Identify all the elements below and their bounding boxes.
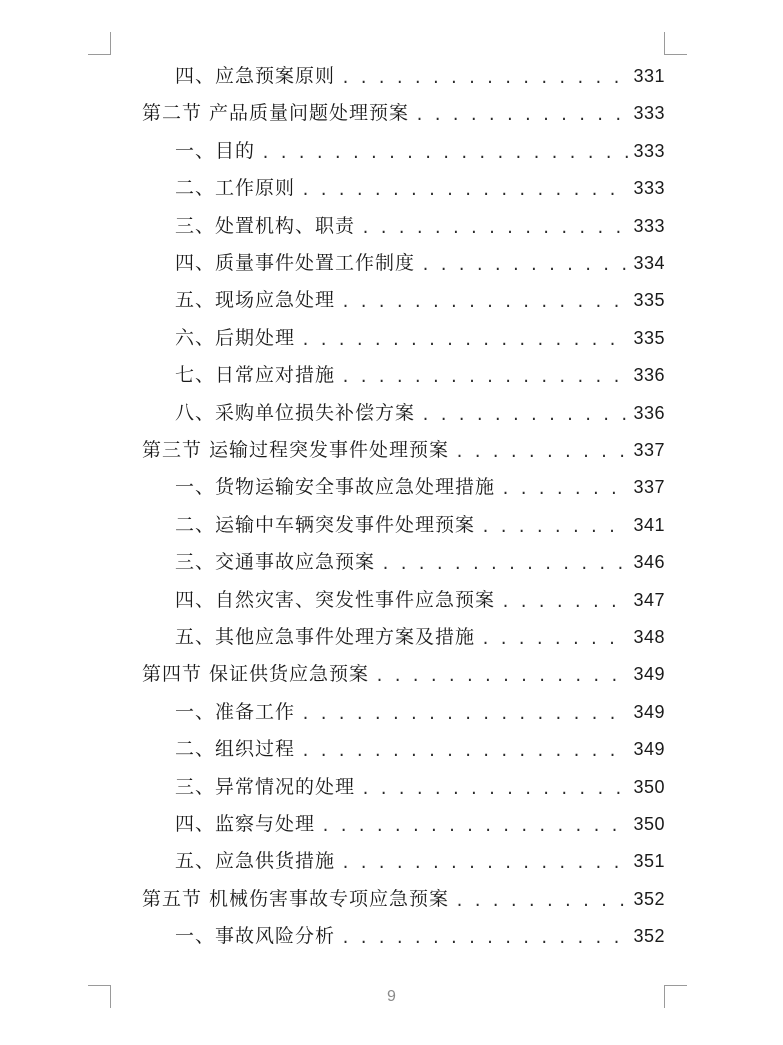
toc-item-entry[interactable] [175,170,665,207]
toc-dot-leader [421,397,629,434]
toc-entry-title: 第五节 机械伤害事故专项应急预案 [142,887,450,910]
toc-item-entry[interactable] [175,806,665,843]
toc-dot-leader [361,771,629,808]
toc-item-entry[interactable] [175,245,665,282]
toc-section-entry[interactable] [142,656,665,693]
toc-entry-title: 五、其他应急事件处理方案及措施 [175,626,476,648]
toc-dot-leader [361,210,629,247]
page-number: 9 [387,988,396,1005]
toc-entry-title: 一、货物运输安全事故应急处理措施 [175,476,496,499]
toc-entry-page-number: 350 [633,814,665,834]
toc-item-entry[interactable] [175,843,665,880]
toc-entry-page-number: 336 [633,365,665,386]
toc-entry-title: 一、事故风险分析 [175,925,336,948]
toc-item-entry[interactable] [175,282,665,319]
toc-dot-leader [341,359,629,396]
toc-entry-title: 第二节 产品质量问题处理预案 [142,102,410,125]
toc-entry-page-number: 333 [633,178,665,199]
toc-entry-title: 五、现场应急处理 [175,289,336,312]
toc-dot-leader [421,247,629,284]
toc-entry-page-number: 337 [633,440,665,460]
toc-entry-page-number: 349 [633,739,665,760]
toc-section-entry[interactable] [142,95,665,132]
toc-section-entry[interactable] [142,881,665,918]
toc-dot-leader [455,434,629,471]
toc-entry-page-number: 333 [633,215,665,236]
toc-entry-title: 第三节 运输过程突发事件处理预案 [142,439,450,461]
toc-section-entry[interactable] [142,432,665,469]
toc-dot-leader [301,696,629,733]
toc-dot-leader [321,808,629,845]
toc-dot-leader [301,322,629,359]
toc-entry-title: 四、质量事件处置工作制度 [175,252,416,274]
toc-entry-title: 七、日常应对措施 [175,364,336,387]
toc-item-entry[interactable] [175,357,665,394]
toc-dot-leader [415,97,629,134]
toc-item-entry[interactable] [175,469,665,506]
toc-entry-title: 三、异常情况的处理 [175,775,356,798]
toc-entry-title: 第四节 保证供货应急预案 [142,663,370,686]
toc-dot-leader [381,546,629,583]
toc-entry-page-number: 335 [633,290,665,311]
toc-entry-title: 一、目的 [175,139,256,162]
toc-item-entry[interactable] [175,731,665,768]
toc-entry-page-number: 352 [633,926,665,947]
toc-item-entry[interactable] [175,133,665,170]
toc-entry-title: 二、组织过程 [175,738,296,761]
toc-dot-leader [501,471,629,508]
toc-entry-page-number: 335 [633,327,665,348]
toc-entry-page-number: 349 [633,701,665,722]
toc-entry-page-number: 347 [633,589,665,610]
toc-dot-leader [375,658,629,695]
toc-dot-leader [341,284,629,321]
toc-entry-page-number: 346 [633,552,665,573]
toc-entry-page-number: 337 [633,477,665,498]
toc-entry-title: 四、自然灾害、突发性事件应急预案 [175,588,496,611]
toc-dot-leader [261,135,629,172]
toc-entry-title: 一、准备工作 [175,700,296,723]
toc-entry-title: 四、应急预案原则 [175,65,336,87]
toc-item-entry[interactable] [175,619,665,656]
crop-mark-top-right [664,32,687,55]
toc-entry-page-number: 333 [633,140,665,161]
toc-entry-page-number: 331 [633,66,665,86]
toc-entry-page-number: 349 [633,664,665,685]
toc-item-entry[interactable] [175,694,665,731]
toc-item-entry[interactable] [175,395,665,432]
toc-dot-leader [481,621,629,658]
toc-item-entry[interactable] [175,58,665,95]
toc-entry-title: 三、处置机构、职责 [175,214,356,237]
toc-item-entry[interactable] [175,544,665,581]
crop-mark-top-left [88,32,111,55]
toc-dot-leader [301,733,629,770]
toc-dot-leader [301,172,629,209]
toc-item-entry[interactable] [175,320,665,357]
toc-dot-leader [341,845,629,882]
toc-dot-leader [341,920,629,957]
toc-entry-page-number: 334 [633,253,665,273]
toc-entry-title: 五、应急供货措施 [175,850,336,873]
toc-dot-leader [341,60,629,97]
toc-entry-title: 八、采购单位损失补偿方案 [175,401,416,424]
toc-dot-leader [501,584,629,621]
toc-entry-title: 三、交通事故应急预案 [175,551,376,574]
toc-entry-page-number: 351 [633,851,665,872]
toc-entry-title: 二、工作原则 [175,177,296,200]
toc-item-entry[interactable] [175,507,665,544]
toc-item-entry[interactable] [175,769,665,806]
toc-item-entry[interactable] [175,208,665,245]
toc-dot-leader [481,509,629,546]
toc-entry-title: 六、后期处理 [175,326,296,349]
toc-entry-title: 二、运输中车辆突发事件处理预案 [175,513,476,536]
toc-item-entry[interactable] [175,918,665,955]
toc-entry-page-number: 352 [633,888,665,909]
toc-entry-page-number: 336 [633,402,665,423]
toc-dot-leader [455,883,629,920]
toc-item-entry[interactable] [175,582,665,619]
toc-entry-page-number: 341 [633,514,665,535]
toc-entry-page-number: 348 [633,627,665,647]
toc-entry-page-number: 350 [633,776,665,797]
toc-entry-title: 四、监察与处理 [175,813,316,835]
toc-entry-page-number: 333 [633,103,665,124]
